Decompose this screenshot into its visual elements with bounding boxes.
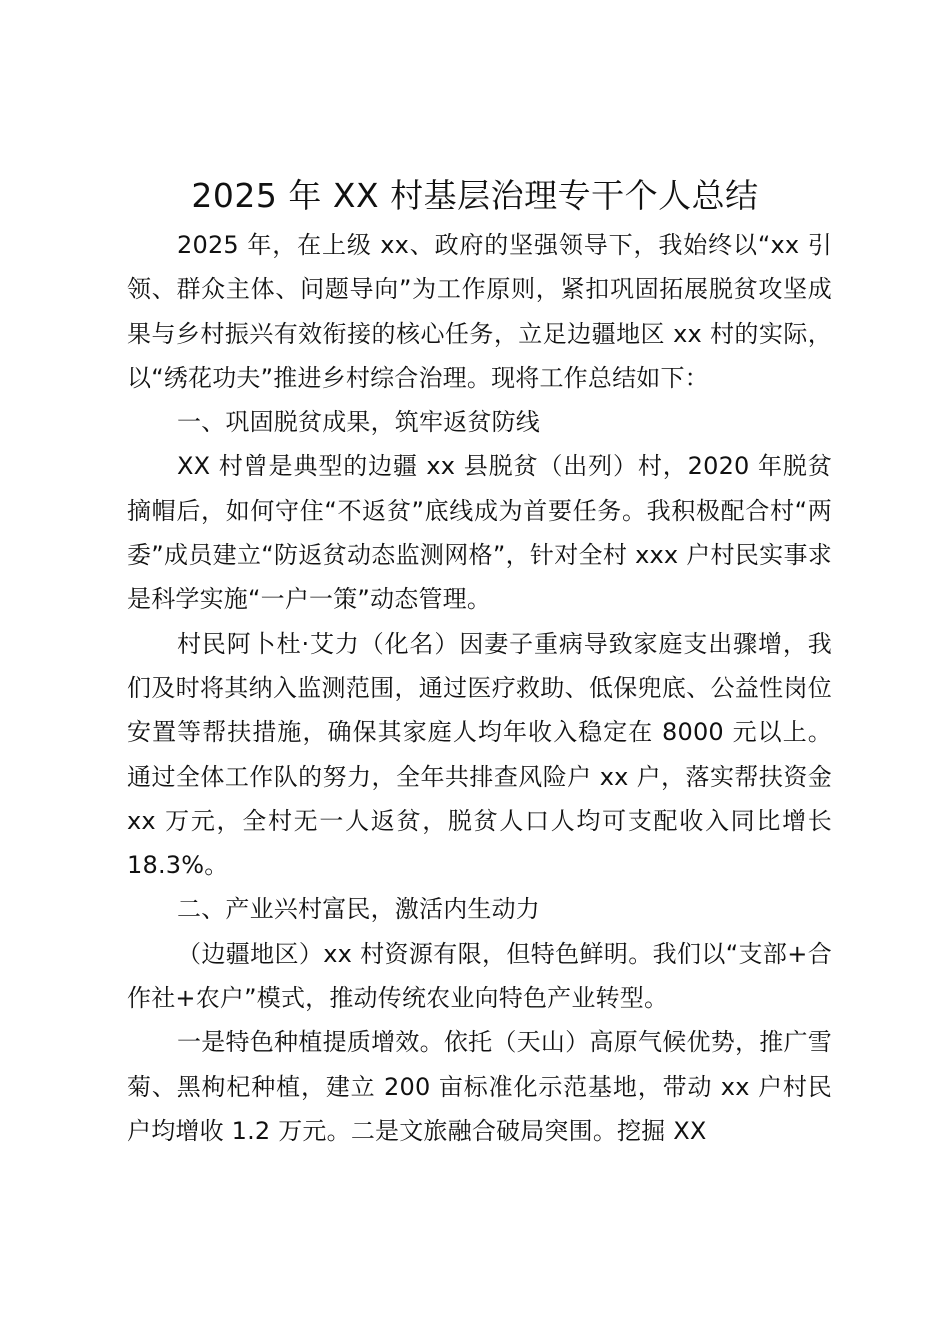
paragraph-section1-a: XX 村曾是典型的边疆 xx 县脱贫（出列）村，2020 年脱贫摘帽后，如何守住“不返贫”底线成为首要任务。我积极配合村“两委”成员建立“防返贫动态监测网格”，针对全村 xxx 户村民实事求是科学实施“一户一策”动态管理。	[127, 452, 832, 614]
section-heading-2: 二、产业兴村富民，激活内生动力	[177, 895, 540, 924]
document-title: 2025 年 XX 村基层治理专干个人总结	[191, 176, 759, 215]
paragraph-intro: 2025 年，在上级 xx、政府的坚强领导下，我始终以“xx 引领、群众主体、问题导向”为工作原则，紧扣巩固拓展脱贫攻坚成果与乡村振兴有效衔接的核心任务，立足边疆地区 xx 村的实际，以“绣花功夫”推进乡村综合治理。现将工作总结如下：	[127, 231, 832, 392]
section-heading-1: 一、巩固脱贫成果，筑牢返贫防线	[177, 408, 540, 437]
paragraph-section2-b: 一是特色种植提质增效。依托（天山）高原气候优势，推广雪菊、黑枸杞种植，建立 200 亩标准化示范基地，带动 xx 户村民户均增收 1.2 万元。二是文旅融合破局突围。挖掘 XX	[127, 1028, 832, 1145]
document-body	[127, 223, 832, 1153]
paragraph-section1-b: 村民阿卜杜·艾力（化名）因妻子重病导致家庭支出骤增，我们及时将其纳入监测范围，通过医疗救助、低保兜底、公益性岗位安置等帮扶措施，确保其家庭人均年收入稳定在 8000 元以上。通过全体工作队的努力，全年共排查风险户 xx 户，落实帮扶资金 xx 万元，全村无一人返贫，脱贫人口人均可支配收入同比增长 18.3%。	[127, 629, 832, 880]
paragraph-section2-a: （边疆地区）xx 村资源有限，但特色鲜明。我们以“支部+合作社+农户”模式，推动传统农业向特色产业转型。	[127, 939, 832, 1013]
